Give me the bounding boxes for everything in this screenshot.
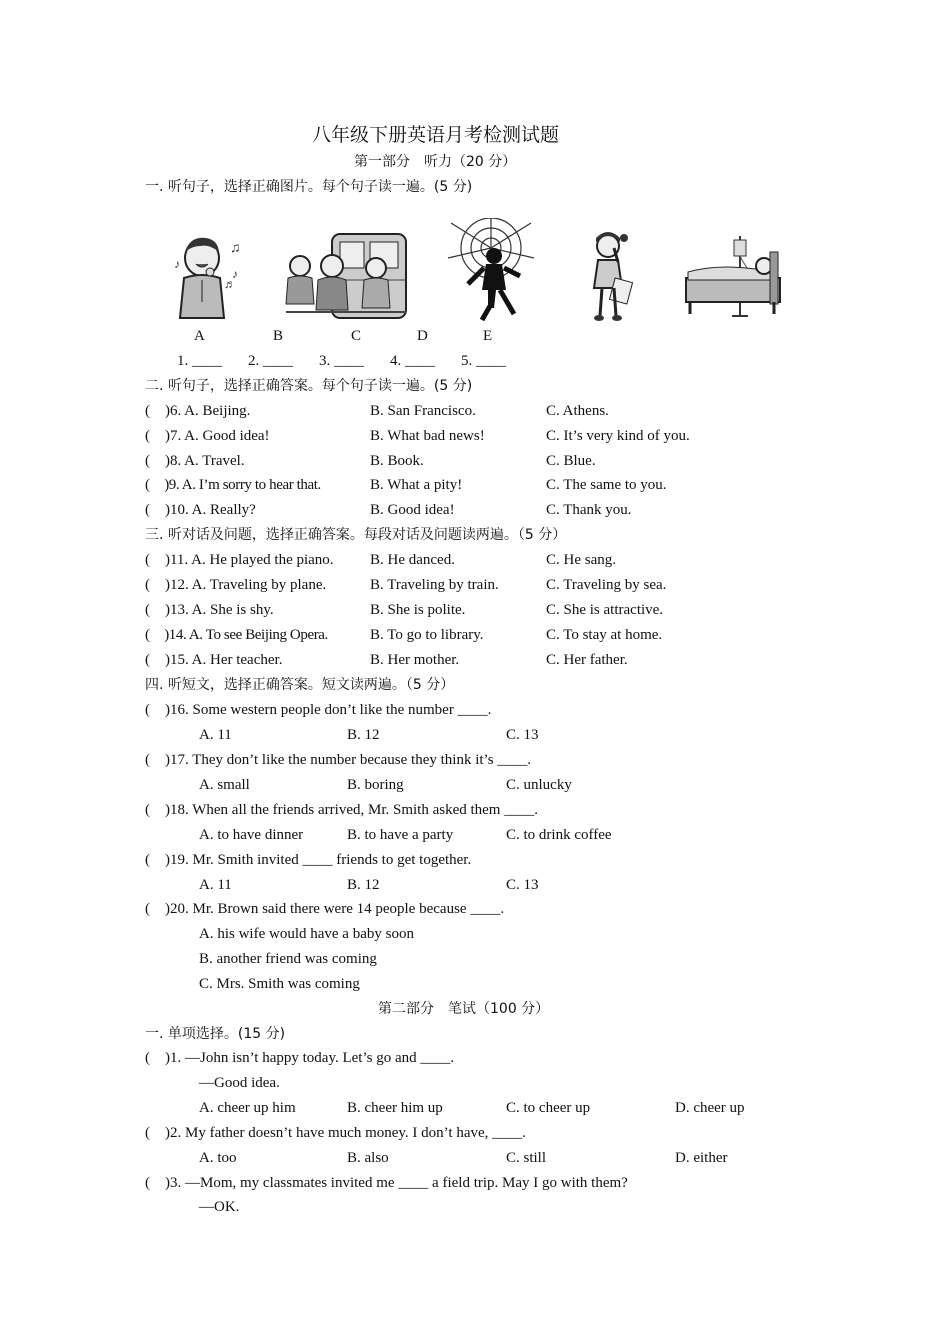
page-title: 八年级下册英语月考检测试题 bbox=[312, 124, 560, 146]
option-b: B. San Francisco. bbox=[370, 403, 476, 419]
option-b: B. What bad news! bbox=[370, 428, 485, 444]
option-a: A. small bbox=[199, 777, 250, 793]
option-a: A. his wife would have a baby soon bbox=[199, 926, 414, 942]
question-stem: ( )14. A. To see Beijing Opera. bbox=[145, 627, 328, 643]
picture-label: D bbox=[417, 328, 428, 344]
picture-label: B bbox=[273, 328, 284, 344]
picture-c-spider-man bbox=[446, 218, 536, 322]
question-stem: ( )10. A. Really? bbox=[145, 502, 256, 518]
question-stem: ( )3. —Mom, my classmates invited me ____ a field trip. May I go with them? bbox=[145, 1175, 628, 1191]
section1-heading: 一. 听句子，选择正确图片。每个句子读一遍。(5 分) bbox=[145, 179, 473, 195]
question-stem: ( )13. A. She is shy. bbox=[145, 602, 274, 618]
answer-blank[interactable]: 3. ____ bbox=[319, 353, 364, 369]
question-stem: ( )20. Mr. Brown said there were 14 people because ____. bbox=[145, 901, 505, 917]
svg-text:♪: ♪ bbox=[232, 267, 238, 281]
option-c: C. Traveling by sea. bbox=[546, 577, 667, 593]
option-b: B. Book. bbox=[370, 453, 424, 469]
question-stem: ( )17. They don’t like the number because they think it’s ____. bbox=[145, 752, 532, 768]
option-b: B. another friend was coming bbox=[199, 951, 377, 967]
section4-heading: 四. 听短文，选择正确答案。短文读两遍。（5 分） bbox=[145, 677, 455, 693]
question-stem: ( )9. A. I’m sorry to hear that. bbox=[145, 477, 321, 493]
option-b: B. to have a party bbox=[347, 827, 454, 843]
option-b: B. He danced. bbox=[370, 552, 455, 568]
option-a: A. to have dinner bbox=[199, 827, 304, 843]
option-c: C. Her father. bbox=[546, 652, 628, 668]
option-b: B. boring bbox=[347, 777, 404, 793]
option-c: C. The same to you. bbox=[546, 477, 667, 493]
option-b: B. cheer him up bbox=[347, 1100, 443, 1116]
picture-b-boys-near-bus bbox=[282, 230, 410, 322]
option-b: B. also bbox=[347, 1150, 389, 1166]
option-b: B. To go to library. bbox=[370, 627, 484, 643]
answer-blank[interactable]: 2. ____ bbox=[248, 353, 293, 369]
option-c: C. To stay at home. bbox=[546, 627, 663, 643]
question-stem: ( )8. A. Travel. bbox=[145, 453, 245, 469]
answer-blank[interactable]: 1. ____ bbox=[177, 353, 222, 369]
option-c: C. 13 bbox=[506, 727, 539, 743]
picture-label: C bbox=[351, 328, 362, 344]
picture-label: A bbox=[194, 328, 205, 344]
option-c: C. It’s very kind of you. bbox=[546, 428, 690, 444]
question-stem: ( )18. When all the friends arrived, Mr. Smith asked them ____. bbox=[145, 802, 538, 818]
answer-blank[interactable]: 5. ____ bbox=[461, 353, 506, 369]
svg-text:♫: ♫ bbox=[230, 241, 241, 256]
option-c: C. Mrs. Smith was coming bbox=[199, 976, 360, 992]
option-b: B. She is polite. bbox=[370, 602, 466, 618]
option-c: C. Athens. bbox=[546, 403, 609, 419]
section3-heading: 三. 听对话及问题，选择正确答案。每段对话及问题读两遍。（5 分） bbox=[145, 527, 567, 543]
option-c: C. still bbox=[506, 1150, 547, 1166]
question-stem: ( )12. A. Traveling by plane. bbox=[145, 577, 327, 593]
picture-e-patient-in-bed bbox=[684, 232, 782, 320]
question-stem: ( )6. A. Beijing. bbox=[145, 403, 251, 419]
option-b: B. Traveling by train. bbox=[370, 577, 499, 593]
option-a: A. 11 bbox=[199, 877, 232, 893]
section2-heading: 二. 听句子，选择正确答案。每个句子读一遍。(5 分) bbox=[145, 378, 473, 394]
option-c: C. She is attractive. bbox=[546, 602, 664, 618]
option-c: C. 13 bbox=[506, 877, 539, 893]
option-c: C. Thank you. bbox=[546, 502, 632, 518]
option-b: B. 12 bbox=[347, 877, 380, 893]
question-stem: ( )1. —John isn’t happy today. Let’s go and ____. bbox=[145, 1050, 455, 1066]
option-b: B. What a pity! bbox=[370, 477, 463, 493]
option-b: B. 12 bbox=[347, 727, 380, 743]
part2-section1-heading: 一. 单项选择。(15 分) bbox=[145, 1026, 286, 1042]
picture-label: E bbox=[483, 328, 493, 344]
part2-heading: 第二部分 笔试（100 分） bbox=[378, 1001, 550, 1017]
option-b: B. Her mother. bbox=[370, 652, 460, 668]
svg-text:♪: ♪ bbox=[174, 257, 180, 271]
dialogue-reply: —Good idea. bbox=[199, 1075, 280, 1091]
option-d: D. either bbox=[675, 1150, 728, 1166]
option-a: A. cheer up him bbox=[199, 1100, 296, 1116]
svg-text:♬: ♬ bbox=[224, 277, 236, 291]
question-stem: ( )11. A. He played the piano. bbox=[145, 552, 334, 568]
option-c: C. unlucky bbox=[506, 777, 572, 793]
option-c: C. to cheer up bbox=[506, 1100, 591, 1116]
option-c: C. He sang. bbox=[546, 552, 616, 568]
option-c: C. to drink coffee bbox=[506, 827, 612, 843]
question-stem: ( )7. A. Good idea! bbox=[145, 428, 270, 444]
option-c: C. Blue. bbox=[546, 453, 596, 469]
answer-blank[interactable]: 4. ____ bbox=[390, 353, 435, 369]
question-stem: ( )16. Some western people don’t like the number ____. bbox=[145, 702, 492, 718]
option-a: A. 11 bbox=[199, 727, 232, 743]
option-a: A. too bbox=[199, 1150, 237, 1166]
question-stem: ( )19. Mr. Smith invited ____ friends to get together. bbox=[145, 852, 472, 868]
option-b: B. Good idea! bbox=[370, 502, 455, 518]
part1-heading: 第一部分 听力（20 分） bbox=[354, 154, 517, 170]
question-stem: ( )2. My father doesn’t have much money. I don’t have, ____. bbox=[145, 1125, 526, 1141]
picture-a-singing-boy bbox=[172, 232, 254, 320]
question-stem: ( )15. A. Her teacher. bbox=[145, 652, 283, 668]
picture-d-girl-crying bbox=[584, 230, 634, 324]
dialogue-reply: —OK. bbox=[199, 1199, 240, 1215]
option-d: D. cheer up bbox=[675, 1100, 745, 1116]
